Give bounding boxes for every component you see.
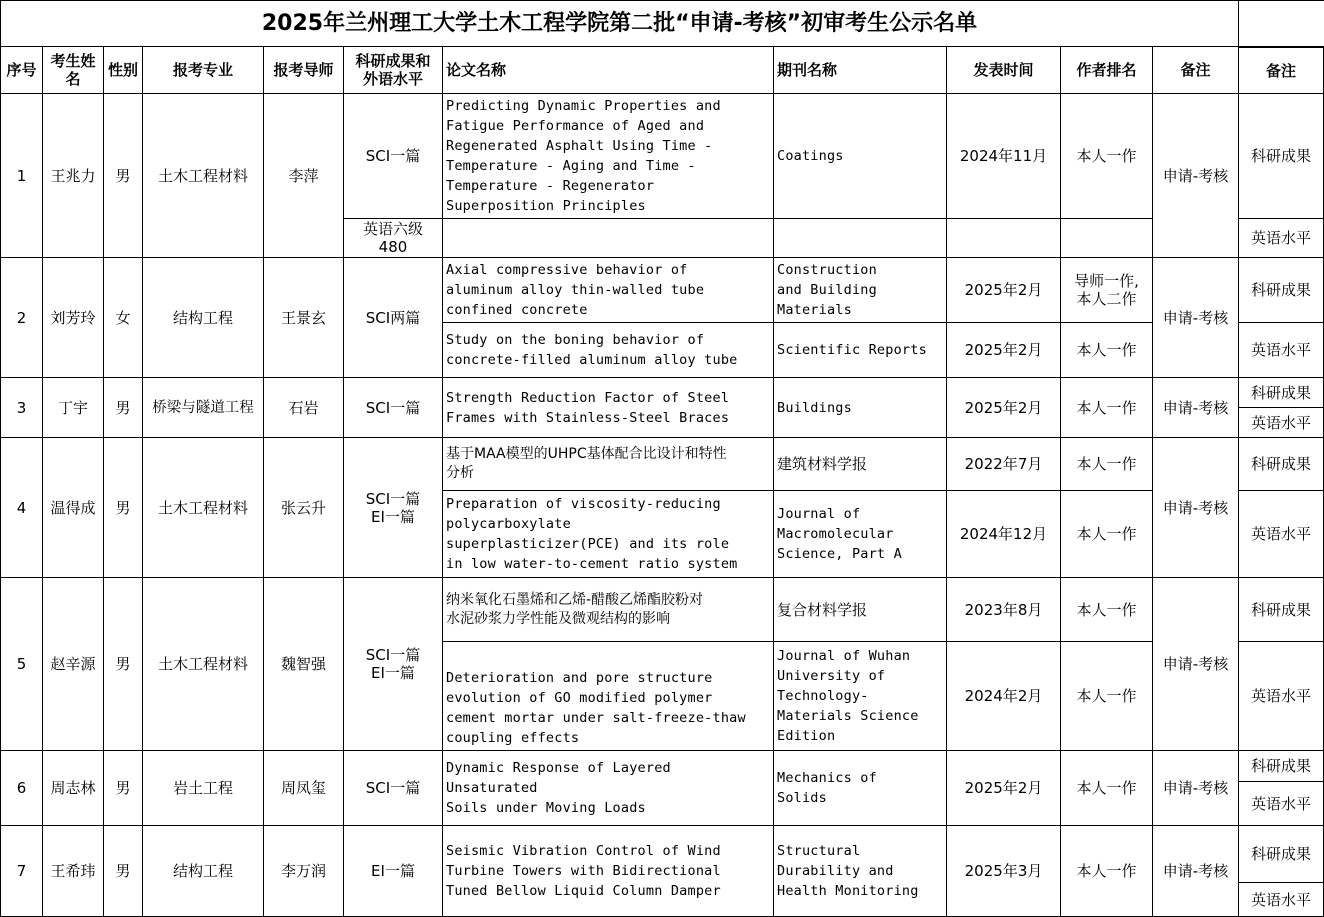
cell-date: 2025年2月 [947, 751, 1061, 826]
cell-gender: 男 [104, 378, 143, 438]
cell-note: 申请-考核 [1153, 94, 1239, 258]
cell-tag-research: 科研成果 [1239, 258, 1324, 323]
cell-rank: 本人一作 [1061, 94, 1153, 219]
cell-date: 2024年2月 [947, 642, 1061, 751]
cell-date: 2024年11月 [947, 94, 1061, 219]
header-advisor: 报考导师 [264, 47, 344, 94]
cell-journal: 建筑材料学报 [774, 438, 947, 491]
cell-tag-english: 英语水平 [1239, 219, 1324, 258]
header-paper: 论文名称 [443, 47, 774, 94]
cell-research: SCI一篇 EI一篇 [344, 578, 443, 751]
cell-advisor: 李萍 [264, 94, 344, 258]
cell-rank: 本人一作 [1061, 378, 1153, 438]
cell-paper-title: Preparation of viscosity-reducing polycarboxylate superplasticizer(PCE) and its role in low water-to-cement ratio system [443, 491, 774, 578]
cell-tag-english: 英语水平 [1239, 491, 1324, 578]
header-seq: 序号 [0, 47, 43, 94]
cell-gender: 女 [104, 258, 143, 378]
cell-name: 温得成 [43, 438, 104, 578]
cell-tag-english: 英语水平 [1239, 883, 1324, 917]
cell-tag-research: 科研成果 [1239, 94, 1324, 219]
cell-journal: Structural Durability and Health Monitoring [774, 826, 947, 917]
cell-journal: Scientific Reports [774, 323, 947, 378]
cell-seq: 6 [0, 751, 43, 826]
cell-advisor: 李万润 [264, 826, 344, 917]
cell-rank: 本人一作 [1061, 438, 1153, 491]
cell-name: 刘芳玲 [43, 258, 104, 378]
cell-date: 2022年7月 [947, 438, 1061, 491]
cell-paper-title: Seismic Vibration Control of Wind Turbine Towers with Bidirectional Tuned Bellow Liquid Column Damper [443, 826, 774, 917]
cell-gender: 男 [104, 94, 143, 258]
cell-date: 2025年2月 [947, 258, 1061, 323]
page-title: 2025年兰州理工大学土木工程学院第二批“申请-考核”初审考生公示名单 [0, 0, 1239, 47]
header-note2: 备注 [1239, 47, 1324, 94]
cell-gender: 男 [104, 751, 143, 826]
cell-tag-research: 科研成果 [1239, 751, 1324, 782]
cell-advisor: 王景玄 [264, 258, 344, 378]
cell-major: 桥梁与隧道工程 [143, 378, 264, 438]
cell-major: 土木工程材料 [143, 94, 264, 258]
cell-research: SCI一篇 EI一篇 [344, 438, 443, 578]
cell-note: 申请-考核 [1153, 826, 1239, 917]
cell-journal: Journal of Macromolecular Science, Part A [774, 491, 947, 578]
cell-major: 土木工程材料 [143, 578, 264, 751]
cell-rank: 本人一作 [1061, 642, 1153, 751]
cell-empty [443, 219, 774, 258]
cell-note: 申请-考核 [1153, 438, 1239, 578]
cell-research: SCI两篇 [344, 258, 443, 378]
cell-journal: 复合材料学报 [774, 578, 947, 642]
cell-research-english: 英语六级 480 [344, 219, 443, 258]
cell-note: 申请-考核 [1153, 378, 1239, 438]
cell-research: EI一篇 [344, 826, 443, 917]
cell-note: 申请-考核 [1153, 258, 1239, 378]
cell-empty [947, 219, 1061, 258]
cell-gender: 男 [104, 578, 143, 751]
cell-tag-english: 英语水平 [1239, 782, 1324, 826]
cell-major: 结构工程 [143, 258, 264, 378]
header-name: 考生姓 名 [43, 47, 104, 94]
header-major: 报考专业 [143, 47, 264, 94]
cell-name: 赵辛源 [43, 578, 104, 751]
cell-tag-english: 英语水平 [1239, 408, 1324, 438]
cell-paper-title: Deterioration and pore structure evolution of GO modified polymer cement mortar under salt-freeze-thaw coupling effects [443, 642, 774, 751]
cell-research: SCI一篇 [344, 378, 443, 438]
cell-gender: 男 [104, 826, 143, 917]
cell-note: 申请-考核 [1153, 751, 1239, 826]
cell-journal: Buildings [774, 378, 947, 438]
cell-paper-title: Axial compressive behavior of aluminum alloy thin-walled tube confined concrete [443, 258, 774, 323]
cell-paper-title: Predicting Dynamic Properties and Fatigue Performance of Aged and Regenerated Asphalt Using Time - Temperature - Aging and Time - Temperature - Regenerator Superposition Principles [443, 94, 774, 219]
cell-research: SCI一篇 [344, 751, 443, 826]
cell-note: 申请-考核 [1153, 578, 1239, 751]
cell-empty [774, 219, 947, 258]
cell-advisor: 周凤玺 [264, 751, 344, 826]
header-note: 备注 [1153, 47, 1239, 94]
header-date: 发表时间 [947, 47, 1061, 94]
cell-paper-title: Study on the boning behavior of concrete-filled aluminum alloy tube [443, 323, 774, 378]
cell-empty [1061, 219, 1153, 258]
cell-date: 2025年2月 [947, 323, 1061, 378]
cell-rank: 本人一作 [1061, 578, 1153, 642]
cell-advisor: 石岩 [264, 378, 344, 438]
cell-date: 2025年3月 [947, 826, 1061, 917]
cell-seq: 2 [0, 258, 43, 378]
cell-major: 土木工程材料 [143, 438, 264, 578]
cell-name: 王兆力 [43, 94, 104, 258]
title-side-cell [1239, 0, 1324, 47]
cell-tag-english: 英语水平 [1239, 323, 1324, 378]
cell-seq: 5 [0, 578, 43, 751]
cell-rank: 本人一作 [1061, 751, 1153, 826]
cell-paper-title: 纳米氧化石墨烯和乙烯-醋酸乙烯酯胶粉对 水泥砂浆力学性能及微观结构的影响 [443, 578, 774, 642]
cell-research: SCI一篇 [344, 94, 443, 219]
cell-tag-research: 科研成果 [1239, 378, 1324, 408]
cell-seq: 3 [0, 378, 43, 438]
cell-journal: Journal of Wuhan University of Technology- Materials Science Edition [774, 642, 947, 751]
cell-date: 2025年2月 [947, 378, 1061, 438]
header-journal: 期刊名称 [774, 47, 947, 94]
header-gender: 性别 [104, 47, 143, 94]
cell-paper-title: 基于MAA模型的UHPC基体配合比设计和特性 分析 [443, 438, 774, 491]
cell-journal: Coatings [774, 94, 947, 219]
cell-seq: 4 [0, 438, 43, 578]
cell-name: 王希玮 [43, 826, 104, 917]
cell-journal: Construction and Building Materials [774, 258, 947, 323]
cell-advisor: 魏智强 [264, 578, 344, 751]
cell-tag-research: 科研成果 [1239, 438, 1324, 491]
cell-major: 岩土工程 [143, 751, 264, 826]
cell-rank: 本人一作 [1061, 323, 1153, 378]
cell-seq: 1 [0, 94, 43, 258]
cell-rank: 本人一作 [1061, 491, 1153, 578]
cell-date: 2024年12月 [947, 491, 1061, 578]
cell-tag-english: 英语水平 [1239, 642, 1324, 751]
cell-tag-research: 科研成果 [1239, 578, 1324, 642]
cell-gender: 男 [104, 438, 143, 578]
cell-advisor: 张云升 [264, 438, 344, 578]
cell-paper-title: Strength Reduction Factor of Steel Frames with Stainless-Steel Braces [443, 378, 774, 438]
cell-major: 结构工程 [143, 826, 264, 917]
cell-rank: 本人一作 [1061, 826, 1153, 917]
cell-name: 周志林 [43, 751, 104, 826]
header-rank: 作者排名 [1061, 47, 1153, 94]
cell-seq: 7 [0, 826, 43, 917]
cell-paper-title: Dynamic Response of Layered Unsaturated Soils under Moving Loads [443, 751, 774, 826]
cell-tag-research: 科研成果 [1239, 826, 1324, 883]
cell-journal: Mechanics of Solids [774, 751, 947, 826]
cell-name: 丁宇 [43, 378, 104, 438]
cell-date: 2023年8月 [947, 578, 1061, 642]
cell-rank: 导师一作, 本人二作 [1061, 258, 1153, 323]
header-research: 科研成果和 外语水平 [344, 47, 443, 94]
